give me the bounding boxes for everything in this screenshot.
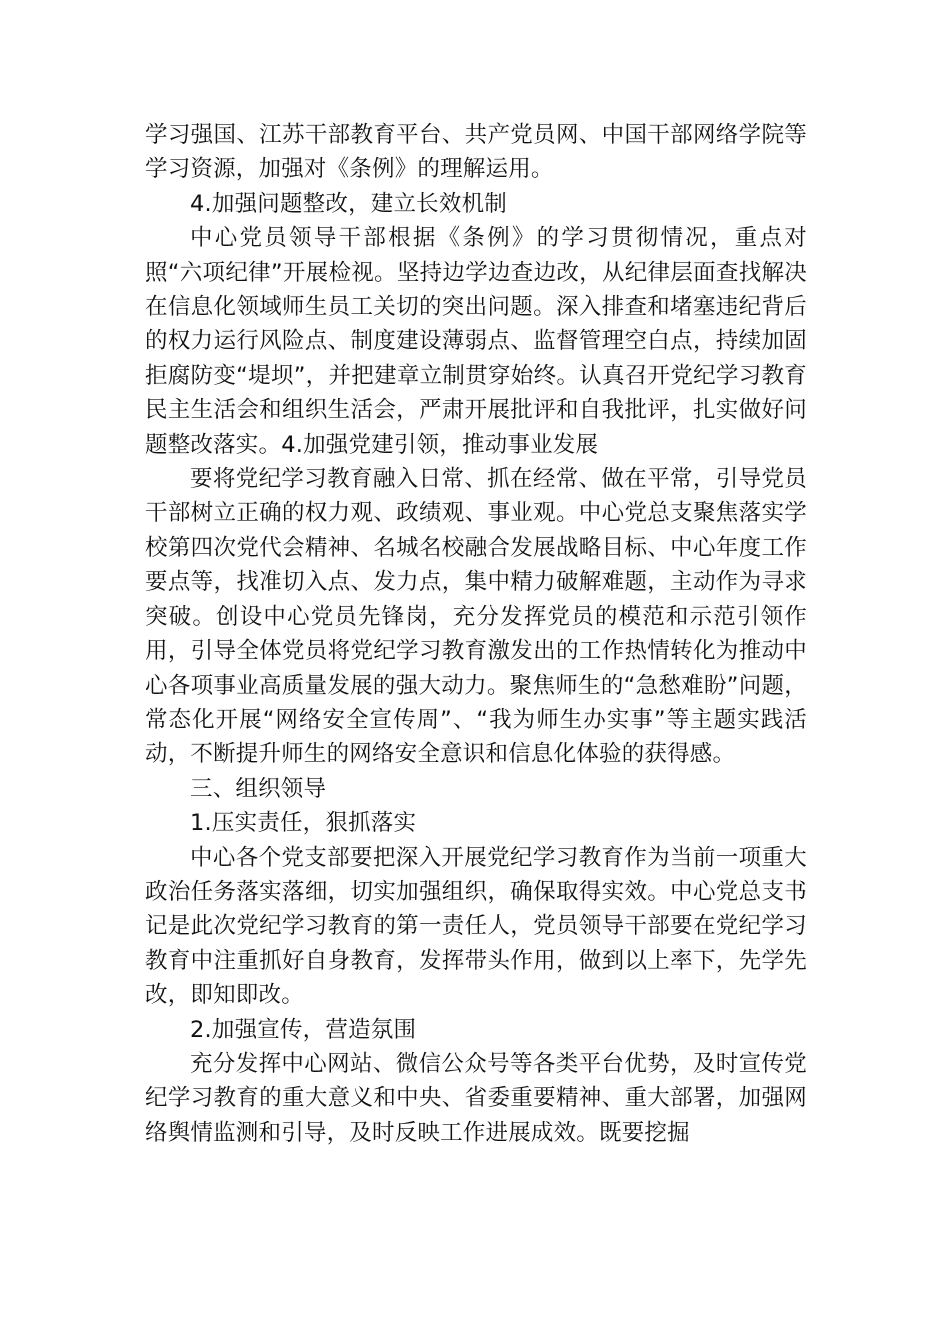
paragraph-party-building: 要将党纪学习教育融入日常、抓在经常、做在平常，引导党员干部树立正确的权力观、政绩观、事业观。中心党总支聚焦落实学校第四次党代会精神、名城名校融合发展战略目标、中心年度工作要点等，找准切入点、发力点，集中精力破解难题，主动作为寻求突破。创设中心党员先锋岗，充分发挥党员的模范和示范引领作用，引导全体党员将党纪学习教育激发出的工作热情转化为推动中心各项事业高质量发展的强大动力。聚焦师生的“急愁难盼”问题，常态化开展“网络安全宣传周”、“我为师生办实事”等主题实践活动，不断提升师生的网络安全意识和信息化体验的获得感。 bbox=[145, 466, 807, 768]
heading-responsibility: 1.压实责任，狠抓落实 bbox=[190, 810, 417, 837]
heading-publicity: 2.加强宣传，营造氛围 bbox=[190, 1016, 417, 1043]
document-body bbox=[145, 118, 807, 1150]
paragraph-publicity: 充分发挥中心网站、微信公众号等各类平台优势，及时宣传党纪学习教育的重大意义和中央、省委重要精神、重大部署，加强网络舆情监测和引导，及时反映工作进展成效。既要挖掘 bbox=[145, 1050, 807, 1146]
paragraph-rectification: 中心党员领导干部根据《条例》的学习贯彻情况，重点对照“六项纪律”开展检视。坚持边学边查边改，从纪律层面查找解决在信息化领域师生员工关切的突出问题。深入排查和堵塞违纪背后的权力运行风险点、制度建设薄弱点、监督管理空白点，持续加固拒腐防变“堤坝”，并把建章立制贯穿始终。认真召开党纪学习教育民主生活会和组织生活会，严肃开展批评和自我批评，扎实做好问题整改落实。4.加强党建引领，推动事业发展 bbox=[145, 225, 807, 458]
paragraph-study-resources: 学习强国、江苏干部教育平台、共产党员网、中国干部网络学院等学习资源，加强对《条例》的理解运用。 bbox=[145, 122, 807, 183]
heading-organization-leadership: 三、组织领导 bbox=[190, 775, 327, 802]
heading-rectification: 4.加强问题整改，建立长效机制 bbox=[190, 190, 507, 217]
paragraph-responsibility: 中心各个党支部要把深入开展党纪学习教育作为当前一项重大政治任务落实落细，切实加强组织，确保取得实效。中心党总支书记是此次党纪学习教育的第一责任人，党员领导干部要在党纪学习教育中注重抓好自身教育，发挥带头作用，做到以上率下，先学先改，即知即改。 bbox=[145, 844, 807, 1009]
